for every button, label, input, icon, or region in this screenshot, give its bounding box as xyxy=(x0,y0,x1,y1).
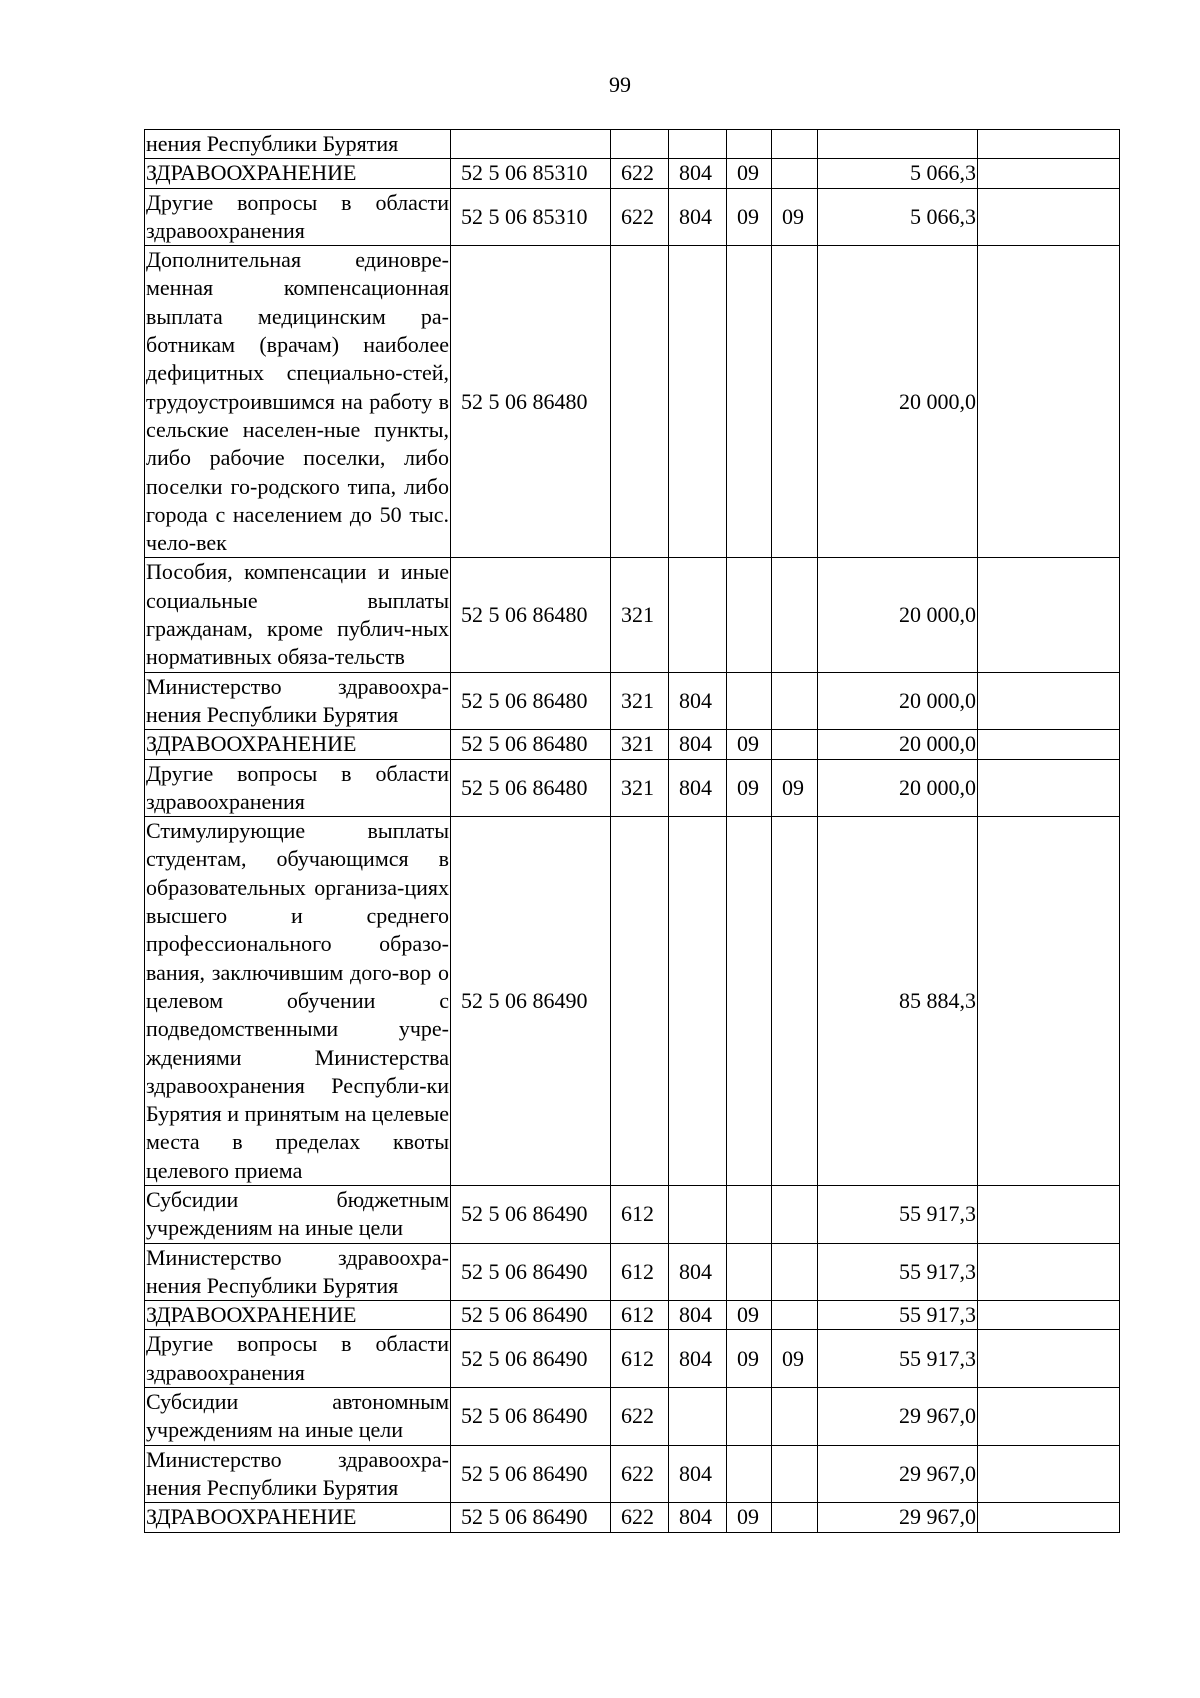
table-row xyxy=(145,1330,1120,1388)
cell-pr: 09 xyxy=(772,1330,818,1388)
cell-rz: 09 xyxy=(727,1503,772,1532)
cell-empty xyxy=(978,759,1120,817)
cell-name: Министерство здравоохра-нения Республики Бурятия xyxy=(145,1243,451,1301)
cell-csr: 52 5 06 86480 xyxy=(451,558,611,672)
cell-name: Субсидии бюджетным учреждениям на иные цели xyxy=(145,1185,451,1243)
cell-pr xyxy=(772,672,818,730)
cell-name: нения Республики Бурятия xyxy=(145,130,451,159)
cell-name: ЗДРАВООХРАНЕНИЕ xyxy=(145,159,451,188)
cell-empty xyxy=(978,1330,1120,1388)
cell-gr: 804 xyxy=(669,730,727,759)
cell-rz: 09 xyxy=(727,1301,772,1330)
cell-rz xyxy=(727,130,772,159)
cell-pr xyxy=(772,817,818,1186)
cell-sum: 20 000,0 xyxy=(818,730,978,759)
cell-csr: 52 5 06 85310 xyxy=(451,188,611,246)
cell-csr: 52 5 06 86490 xyxy=(451,1503,611,1532)
cell-vr: 321 xyxy=(611,759,669,817)
cell-gr: 804 xyxy=(669,1445,727,1503)
cell-empty xyxy=(978,1243,1120,1301)
cell-rz xyxy=(727,672,772,730)
cell-csr: 52 5 06 86490 xyxy=(451,817,611,1186)
cell-pr xyxy=(772,1445,818,1503)
budget-table xyxy=(144,129,1120,1533)
cell-empty xyxy=(978,558,1120,672)
cell-gr: 804 xyxy=(669,159,727,188)
cell-csr: 52 5 06 86490 xyxy=(451,1243,611,1301)
cell-pr xyxy=(772,558,818,672)
cell-sum: 20 000,0 xyxy=(818,558,978,672)
cell-name: Министерство здравоохра-нения Республики Бурятия xyxy=(145,672,451,730)
table-row xyxy=(145,759,1120,817)
table-row xyxy=(145,1445,1120,1503)
cell-empty xyxy=(978,1301,1120,1330)
cell-empty xyxy=(978,188,1120,246)
cell-gr: 804 xyxy=(669,672,727,730)
cell-gr: 804 xyxy=(669,1330,727,1388)
cell-sum: 5 066,3 xyxy=(818,159,978,188)
cell-vr: 622 xyxy=(611,188,669,246)
cell-name: Другие вопросы в области здравоохранения xyxy=(145,188,451,246)
cell-sum: 55 917,3 xyxy=(818,1185,978,1243)
cell-gr xyxy=(669,817,727,1186)
cell-sum: 20 000,0 xyxy=(818,672,978,730)
cell-pr xyxy=(772,1301,818,1330)
table-row xyxy=(145,1243,1120,1301)
cell-name: Пособия, компенсации и иные социальные выплаты гражданам, кроме публич-ных нормативных обяза-тельств xyxy=(145,558,451,672)
table-row xyxy=(145,1388,1120,1446)
cell-csr: 52 5 06 85310 xyxy=(451,159,611,188)
cell-csr: 52 5 06 86490 xyxy=(451,1185,611,1243)
cell-vr: 622 xyxy=(611,159,669,188)
cell-empty xyxy=(978,1388,1120,1446)
cell-pr xyxy=(772,1243,818,1301)
cell-csr: 52 5 06 86490 xyxy=(451,1445,611,1503)
cell-pr: 09 xyxy=(772,759,818,817)
cell-vr: 612 xyxy=(611,1330,669,1388)
cell-name: Другие вопросы в области здравоохранения xyxy=(145,759,451,817)
cell-empty xyxy=(978,159,1120,188)
cell-sum: 55 917,3 xyxy=(818,1330,978,1388)
cell-rz xyxy=(727,1185,772,1243)
cell-sum: 20 000,0 xyxy=(818,759,978,817)
table-row xyxy=(145,1301,1120,1330)
cell-sum xyxy=(818,130,978,159)
table-row xyxy=(145,159,1120,188)
cell-gr: 804 xyxy=(669,188,727,246)
table-row xyxy=(145,188,1120,246)
cell-csr xyxy=(451,130,611,159)
cell-name: Дополнительная единовре-менная компенсационная выплата медицинским ра-ботникам (врачам) наиболее дефицитных специально-стей, трудоустроившимся на работу в сельские населен-ные пункты, либо рабочие поселки, либо поселки го-родского типа, либо города с населением до 50 тыс. чело-век xyxy=(145,246,451,558)
cell-sum: 85 884,3 xyxy=(818,817,978,1186)
table-row xyxy=(145,817,1120,1186)
cell-rz xyxy=(727,246,772,558)
cell-sum: 55 917,3 xyxy=(818,1243,978,1301)
cell-rz: 09 xyxy=(727,188,772,246)
cell-rz xyxy=(727,558,772,672)
cell-vr xyxy=(611,246,669,558)
cell-empty xyxy=(978,1503,1120,1532)
cell-name: Министерство здравоохра-нения Республики Бурятия xyxy=(145,1445,451,1503)
cell-sum: 5 066,3 xyxy=(818,188,978,246)
cell-gr xyxy=(669,1185,727,1243)
cell-rz xyxy=(727,817,772,1186)
cell-vr: 321 xyxy=(611,672,669,730)
cell-rz: 09 xyxy=(727,759,772,817)
cell-empty xyxy=(978,672,1120,730)
cell-sum: 29 967,0 xyxy=(818,1503,978,1532)
cell-empty xyxy=(978,246,1120,558)
cell-sum: 29 967,0 xyxy=(818,1445,978,1503)
cell-name: ЗДРАВООХРАНЕНИЕ xyxy=(145,1503,451,1532)
table-row xyxy=(145,672,1120,730)
cell-sum: 29 967,0 xyxy=(818,1388,978,1446)
cell-gr: 804 xyxy=(669,759,727,817)
cell-csr: 52 5 06 86490 xyxy=(451,1330,611,1388)
cell-pr xyxy=(772,1503,818,1532)
cell-pr xyxy=(772,159,818,188)
cell-rz xyxy=(727,1388,772,1446)
cell-name: ЗДРАВООХРАНЕНИЕ xyxy=(145,730,451,759)
cell-pr xyxy=(772,1388,818,1446)
cell-pr xyxy=(772,1185,818,1243)
table-row xyxy=(145,1503,1120,1532)
cell-rz: 09 xyxy=(727,730,772,759)
cell-csr: 52 5 06 86480 xyxy=(451,759,611,817)
cell-vr xyxy=(611,817,669,1186)
cell-sum: 20 000,0 xyxy=(818,246,978,558)
cell-gr: 804 xyxy=(669,1243,727,1301)
table-row xyxy=(145,1185,1120,1243)
cell-empty xyxy=(978,1445,1120,1503)
cell-vr: 612 xyxy=(611,1301,669,1330)
table-row xyxy=(145,730,1120,759)
cell-gr: 804 xyxy=(669,1503,727,1532)
cell-empty xyxy=(978,730,1120,759)
cell-rz xyxy=(727,1445,772,1503)
cell-vr: 622 xyxy=(611,1503,669,1532)
cell-name: ЗДРАВООХРАНЕНИЕ xyxy=(145,1301,451,1330)
page-number: 99 xyxy=(609,72,631,97)
table-body xyxy=(145,130,1120,1533)
cell-gr xyxy=(669,130,727,159)
cell-csr: 52 5 06 86480 xyxy=(451,246,611,558)
cell-vr: 622 xyxy=(611,1445,669,1503)
cell-gr: 804 xyxy=(669,1301,727,1330)
cell-rz: 09 xyxy=(727,159,772,188)
cell-csr: 52 5 06 86480 xyxy=(451,672,611,730)
cell-pr: 09 xyxy=(772,188,818,246)
cell-gr xyxy=(669,1388,727,1446)
table-row xyxy=(145,558,1120,672)
cell-empty xyxy=(978,1185,1120,1243)
cell-vr: 622 xyxy=(611,1388,669,1446)
cell-vr: 321 xyxy=(611,558,669,672)
cell-csr: 52 5 06 86480 xyxy=(451,730,611,759)
cell-name: Другие вопросы в области здравоохранения xyxy=(145,1330,451,1388)
cell-gr xyxy=(669,246,727,558)
cell-name: Стимулирующие выплаты студентам, обучающимся в образовательных организа-циях высшего и среднего профессионального образо-вания, заключившим дого-вор о целевом обучении с подведомственными учре-ждениями Министерства здравоохранения Республи-ки Бурятия и принятым на целевые места в пределах квоты целевого приема xyxy=(145,817,451,1186)
cell-vr: 612 xyxy=(611,1243,669,1301)
cell-name: Субсидии автономным учреждениям на иные цели xyxy=(145,1388,451,1446)
cell-pr xyxy=(772,246,818,558)
cell-csr: 52 5 06 86490 xyxy=(451,1301,611,1330)
cell-vr: 612 xyxy=(611,1185,669,1243)
cell-vr xyxy=(611,130,669,159)
cell-pr xyxy=(772,730,818,759)
cell-csr: 52 5 06 86490 xyxy=(451,1388,611,1446)
cell-sum: 55 917,3 xyxy=(818,1301,978,1330)
cell-vr: 321 xyxy=(611,730,669,759)
cell-empty xyxy=(978,817,1120,1186)
table-row xyxy=(145,246,1120,558)
cell-rz xyxy=(727,1243,772,1301)
cell-empty xyxy=(978,130,1120,159)
cell-rz: 09 xyxy=(727,1330,772,1388)
cell-pr xyxy=(772,130,818,159)
table-row xyxy=(145,130,1120,159)
cell-gr xyxy=(669,558,727,672)
